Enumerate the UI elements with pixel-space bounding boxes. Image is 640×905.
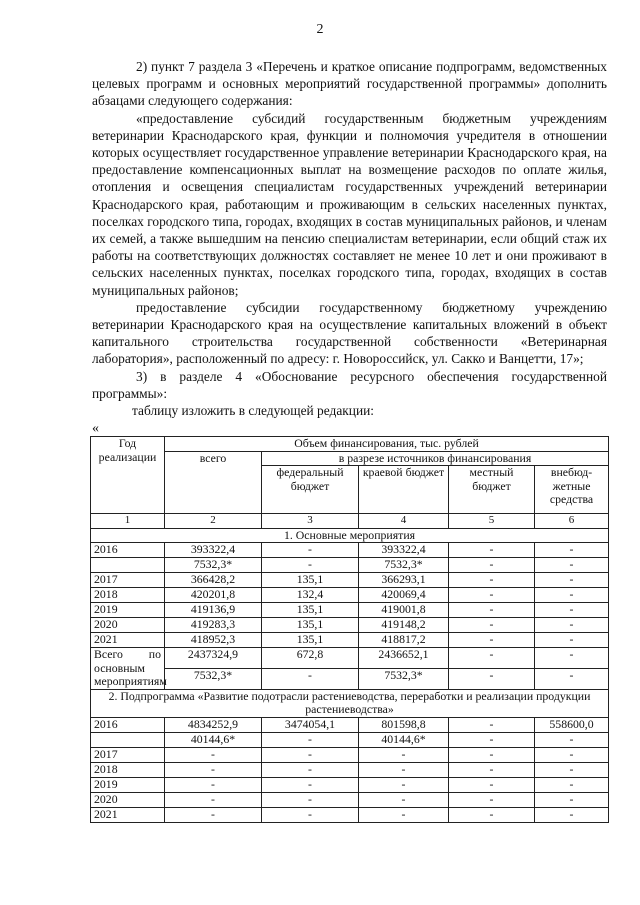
federal-cell: - xyxy=(262,747,359,762)
total-cell: - xyxy=(165,792,262,807)
year-cell: 2016 xyxy=(91,717,165,732)
funding-table xyxy=(90,436,609,823)
table-row xyxy=(91,762,609,777)
total-cell: 7532,3* xyxy=(165,668,262,689)
total-cell: - xyxy=(165,762,262,777)
year-cell: 2020 xyxy=(91,792,165,807)
extra-cell: - xyxy=(535,543,609,558)
table-row xyxy=(91,573,609,588)
table-row xyxy=(91,633,609,648)
total-cell: 419136,9 xyxy=(165,603,262,618)
federal-cell: 3474054,1 xyxy=(262,717,359,732)
year-cell xyxy=(91,732,165,747)
extra-cell: - xyxy=(535,558,609,573)
table-row xyxy=(91,558,609,573)
year-cell: 2016 xyxy=(91,543,165,558)
year-cell: 2018 xyxy=(91,588,165,603)
regional-cell: 7532,3* xyxy=(359,558,449,573)
federal-cell: - xyxy=(262,762,359,777)
col-number: 3 xyxy=(262,514,359,529)
federal-cell: - xyxy=(262,777,359,792)
federal-cell: - xyxy=(262,543,359,558)
extra-cell: 558600,0 xyxy=(535,717,609,732)
extra-cell: - xyxy=(535,588,609,603)
year-cell: 2017 xyxy=(91,747,165,762)
total-cell: - xyxy=(165,747,262,762)
federal-cell: 135,1 xyxy=(262,603,359,618)
total-cell: 366428,2 xyxy=(165,573,262,588)
total-cell: 2437324,9 xyxy=(165,648,262,669)
table-row xyxy=(91,543,609,558)
total-cell: - xyxy=(165,807,262,822)
regional-cell: - xyxy=(359,807,449,822)
federal-cell: - xyxy=(262,807,359,822)
header-total: всего xyxy=(165,451,262,514)
local-cell: - xyxy=(449,792,535,807)
regional-cell: 393322,4 xyxy=(359,543,449,558)
regional-cell: - xyxy=(359,777,449,792)
year-cell: 2018 xyxy=(91,762,165,777)
total-label: Всего по основным мероприятиям xyxy=(91,648,165,690)
extra-cell: - xyxy=(535,618,609,633)
col-number: 1 xyxy=(91,514,165,529)
extra-cell: - xyxy=(535,732,609,747)
total-cell: 4834252,9 xyxy=(165,717,262,732)
local-cell: - xyxy=(449,807,535,822)
header-year: Год реализации xyxy=(91,437,165,514)
local-cell: - xyxy=(449,717,535,732)
total-cell: 420201,8 xyxy=(165,588,262,603)
page-number: 2 xyxy=(316,22,324,37)
table-row xyxy=(91,618,609,633)
table-row xyxy=(91,588,609,603)
total-cell: 7532,3* xyxy=(165,558,262,573)
federal-cell: 132,4 xyxy=(262,588,359,603)
col-number: 4 xyxy=(359,514,449,529)
paragraph-item-3: 3) в разделе 4 «Обоснование ресурсного обеспечения государственной программы»: xyxy=(92,368,607,401)
paragraph-subsidy-capital: предоставление субсидии государственному бюджетному учреждению ветеринарии Краснодарского края на осуществление капитальных вложений в объект капитального строительства государственной собственности «Ветеринарная лаборатория», расположенный по адресу: г. Новороссийск, ул. Сакко и Ванцетти, 17»; xyxy=(92,299,607,367)
extra-cell: - xyxy=(535,603,609,618)
regional-cell: - xyxy=(359,792,449,807)
regional-cell: - xyxy=(359,762,449,777)
quote-open-mark: « xyxy=(92,421,99,436)
extra-cell: - xyxy=(535,762,609,777)
regional-cell: 419001,8 xyxy=(359,603,449,618)
year-cell: 2021 xyxy=(91,807,165,822)
local-cell: - xyxy=(449,558,535,573)
federal-cell: - xyxy=(262,792,359,807)
extra-cell: - xyxy=(535,668,609,689)
regional-cell: 418817,2 xyxy=(359,633,449,648)
header-volume: Объем финансирования, тыс. рублей xyxy=(165,437,609,452)
local-cell: - xyxy=(449,668,535,689)
local-cell: - xyxy=(449,543,535,558)
table-row xyxy=(91,807,609,822)
year-cell: 2017 xyxy=(91,573,165,588)
local-cell: - xyxy=(449,573,535,588)
year-cell: 2021 xyxy=(91,633,165,648)
federal-cell: 672,8 xyxy=(262,648,359,669)
table-row xyxy=(91,717,609,732)
total-cell: - xyxy=(165,777,262,792)
total-cell: 419283,3 xyxy=(165,618,262,633)
regional-cell: 801598,8 xyxy=(359,717,449,732)
table-row-total xyxy=(91,648,609,669)
header-federal: федеральный бюджет xyxy=(262,466,359,514)
table-row xyxy=(91,732,609,747)
col-number: 2 xyxy=(165,514,262,529)
header-by-source: в разрезе источников финансирования xyxy=(262,451,609,466)
paragraph-item-2: 2) пункт 7 раздела 3 «Перечень и краткое описание подпрограмм, ведомственных целевых программ и основных мероприятий государственной программы» дополнить абзацами следующего содержания: xyxy=(92,59,607,109)
year-cell: 2020 xyxy=(91,618,165,633)
federal-cell: - xyxy=(262,558,359,573)
year-cell xyxy=(91,558,165,573)
local-cell: - xyxy=(449,603,535,618)
regional-cell: 7532,3* xyxy=(359,668,449,689)
extra-cell: - xyxy=(535,792,609,807)
local-cell: - xyxy=(449,618,535,633)
extra-cell: - xyxy=(535,648,609,669)
extra-cell: - xyxy=(535,633,609,648)
total-cell: 393322,4 xyxy=(165,543,262,558)
local-cell: - xyxy=(449,777,535,792)
table-row xyxy=(91,747,609,762)
table-row xyxy=(91,603,609,618)
federal-cell: 135,1 xyxy=(262,573,359,588)
federal-cell: - xyxy=(262,668,359,689)
table-row xyxy=(91,792,609,807)
extra-cell: - xyxy=(535,777,609,792)
year-cell: 2019 xyxy=(91,777,165,792)
local-cell: - xyxy=(449,588,535,603)
table-row xyxy=(91,777,609,792)
document-body xyxy=(92,58,607,419)
col-number: 5 xyxy=(449,514,535,529)
federal-cell: - xyxy=(262,732,359,747)
paragraph-table-intro: таблицу изложить в следующей редакции: xyxy=(132,403,375,419)
regional-cell: 40144,6* xyxy=(359,732,449,747)
federal-cell: 135,1 xyxy=(262,633,359,648)
local-cell: - xyxy=(449,747,535,762)
header-regional: краевой бюджет xyxy=(359,466,449,514)
regional-cell: 366293,1 xyxy=(359,573,449,588)
federal-cell: 135,1 xyxy=(262,618,359,633)
regional-cell: 420069,4 xyxy=(359,588,449,603)
local-cell: - xyxy=(449,633,535,648)
section-title: 1. Основные мероприятия xyxy=(91,528,609,543)
section-title: 2. Подпрограмма «Развитие подотрасли растениеводства, переработки и реализации продукции растениеводства» xyxy=(91,689,609,717)
header-extra: внебюд-жетные средства xyxy=(535,466,609,514)
local-cell: - xyxy=(449,762,535,777)
local-cell: - xyxy=(449,732,535,747)
col-number: 6 xyxy=(535,514,609,529)
local-cell: - xyxy=(449,648,535,669)
year-cell: 2019 xyxy=(91,603,165,618)
regional-cell: 2436652,1 xyxy=(359,648,449,669)
extra-cell: - xyxy=(535,747,609,762)
paragraph-subsidy-compensation: «предоставление субсидий государственным бюджетным учреждениям ветеринарии Краснодарского края, функции и полномочия учредителя в отношении которых осуществляет государственное управление ветеринарии Краснодарского края, на предоставление компенсационных выплат на возмещение расходов по оплате жилья, отопления и освещения специалистам государственных учреждений ветеринарии Краснодарского края, работающим и проживающим в сельских населенных пунктах, поселках городского типа, городах, входящих в состав муниципальных районов, и членам их семей, а также вышедшим на пенсию специалистам ветеринарии, если общий стаж их работы на соответствующих должностях составляет не менее 10 лет и они проживают в сельских населенных пунктах, поселках городского типа, городах, входящих в состав муниципальных районов; xyxy=(92,110,607,298)
extra-cell: - xyxy=(535,807,609,822)
total-cell: 418952,3 xyxy=(165,633,262,648)
header-local: местный бюджет xyxy=(449,466,535,514)
regional-cell: 419148,2 xyxy=(359,618,449,633)
regional-cell: - xyxy=(359,747,449,762)
table-row-total xyxy=(91,668,609,689)
total-cell: 40144,6* xyxy=(165,732,262,747)
extra-cell: - xyxy=(535,573,609,588)
